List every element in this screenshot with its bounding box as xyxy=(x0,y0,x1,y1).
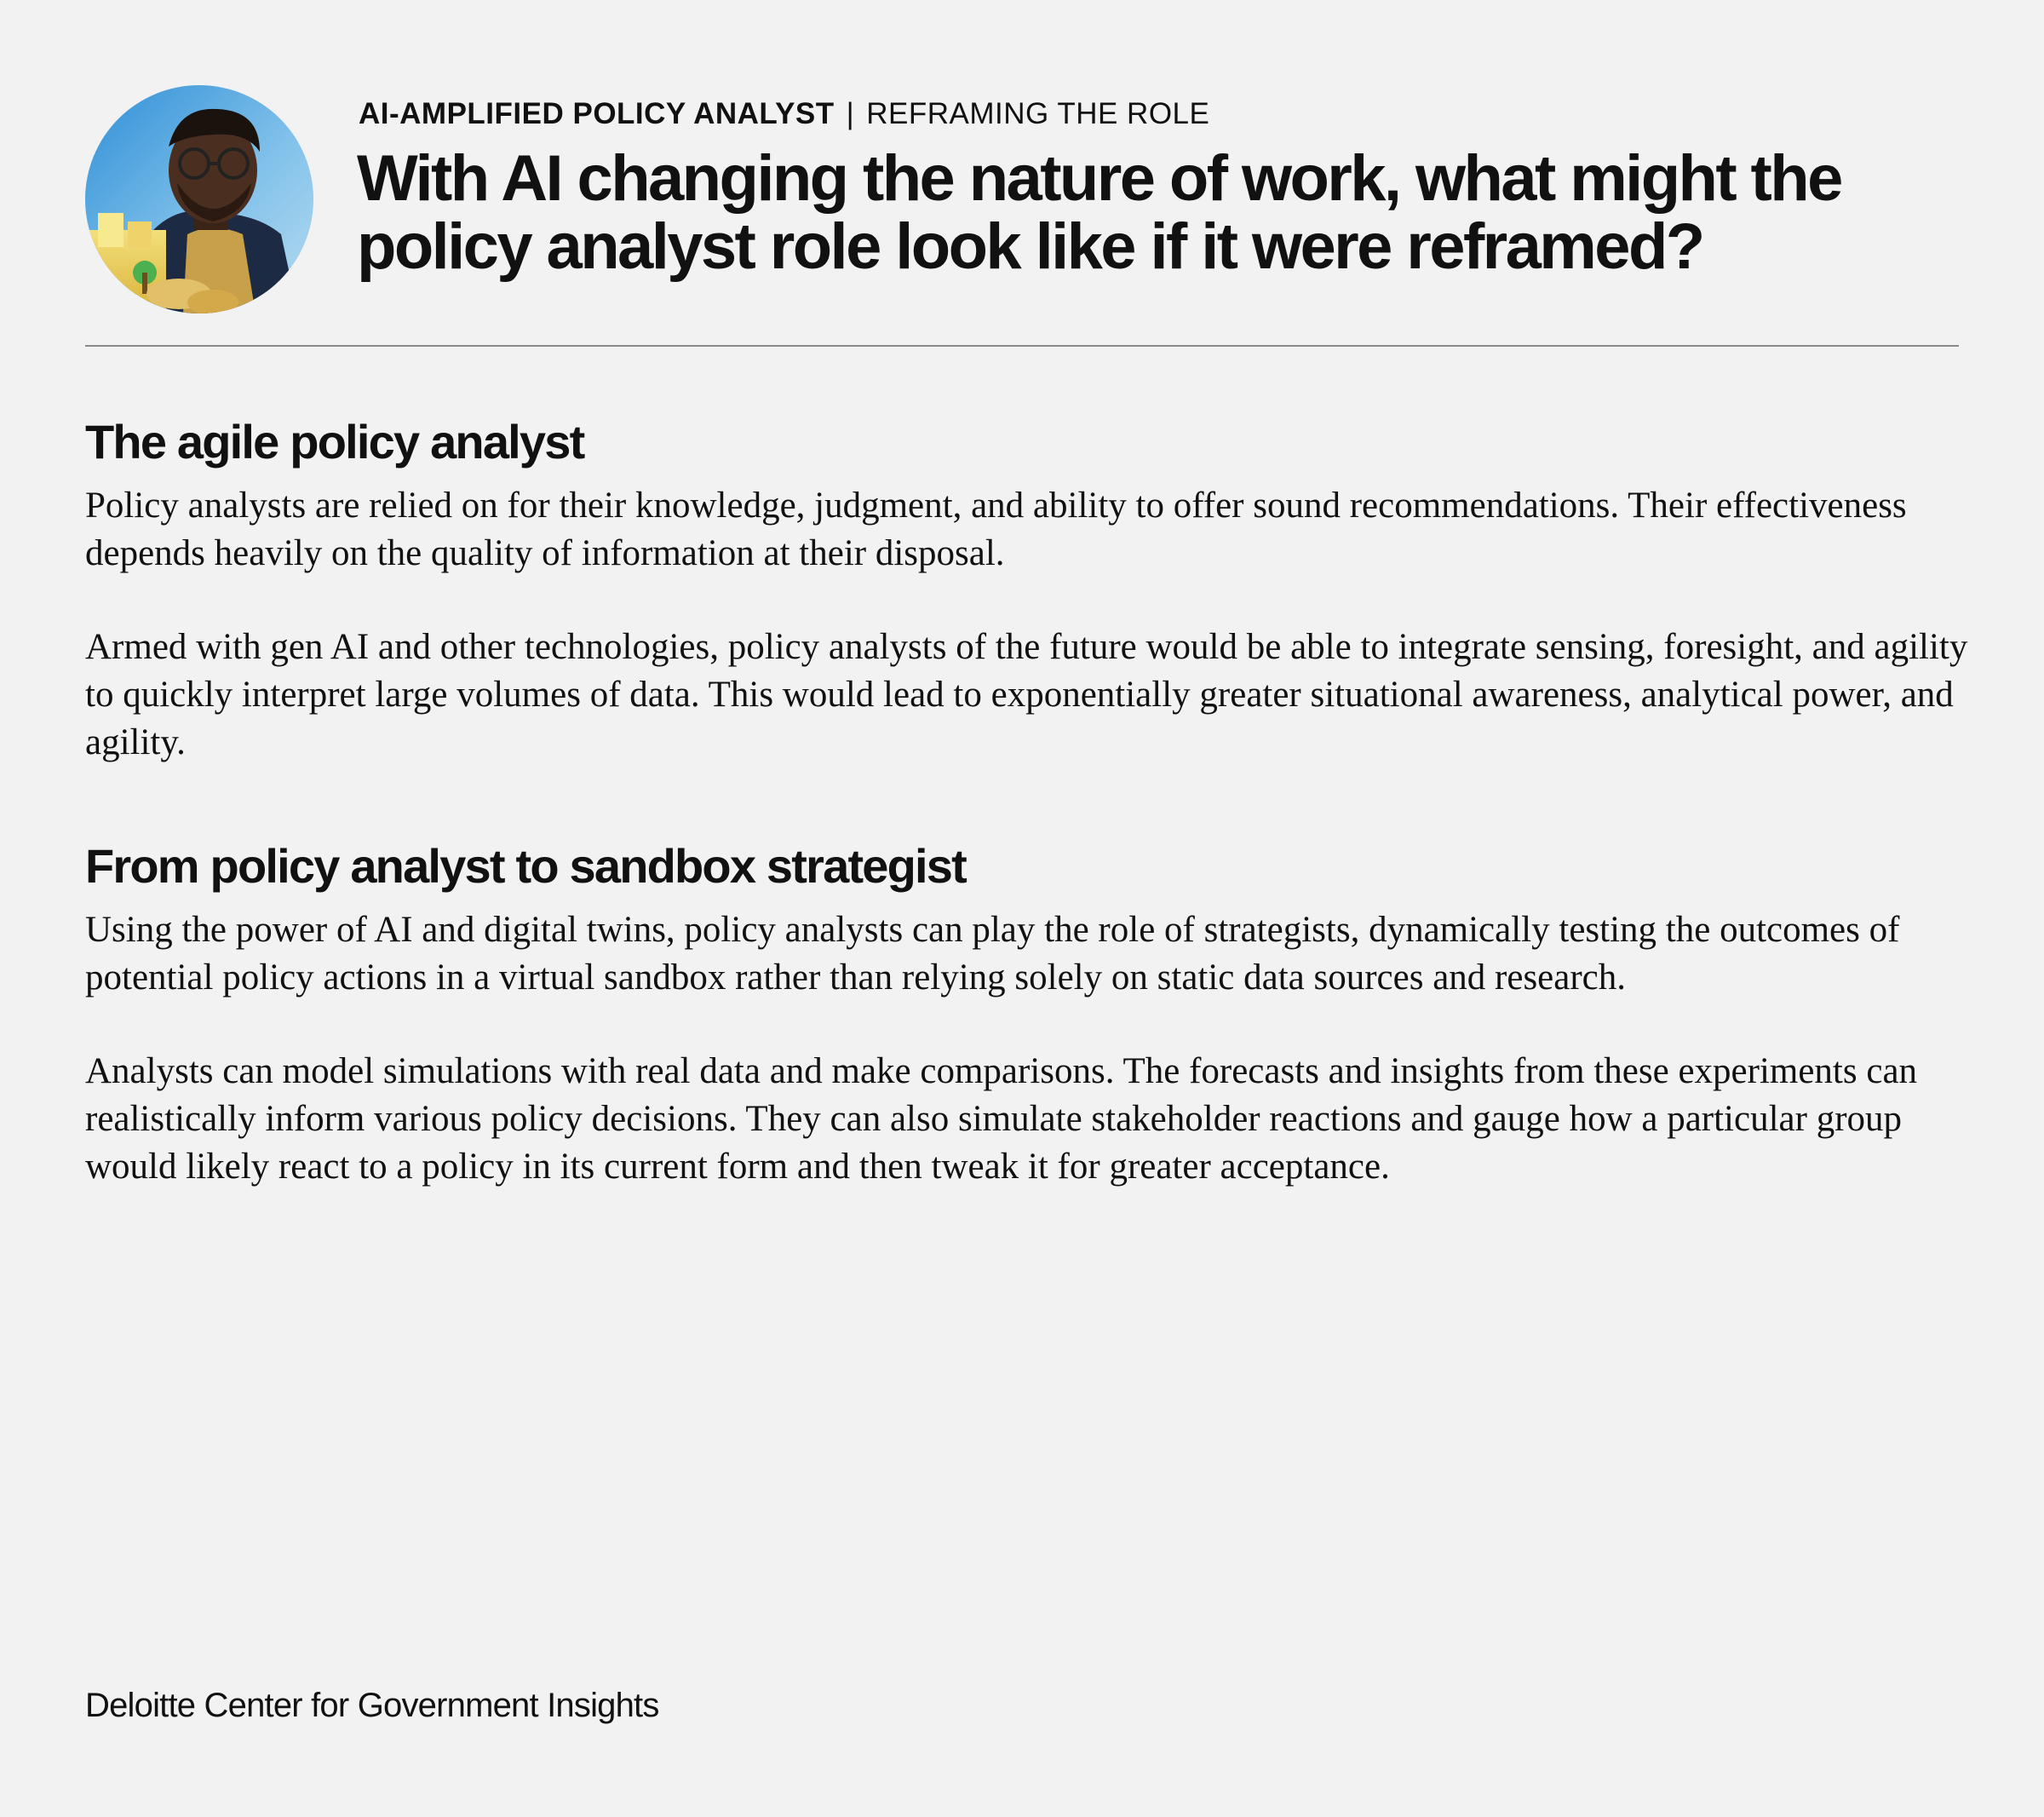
section-paragraph: Policy analysts are relied on for their knowledge, judgment, and ability to offer sound recommendations. Their effectiveness depends heavily on the quality of information at their disposal. xyxy=(85,486,1907,573)
header-divider xyxy=(85,345,1959,347)
eyebrow-topic: AI-AMPLIFIED POLICY ANALYST xyxy=(359,97,835,130)
section-agile-policy-analyst xyxy=(85,414,1976,767)
section-heading: From policy analyst to sandbox strategist xyxy=(85,839,967,893)
footer-source: Deloitte Center for Government Insights xyxy=(85,1687,659,1724)
analyst-portrait-illustration xyxy=(85,85,313,313)
header xyxy=(85,85,1959,315)
section-heading: The agile policy analyst xyxy=(85,415,584,469)
section-sandbox-strategist xyxy=(85,838,1976,1191)
section-paragraph: Analysts can model simulations with real data and make comparisons. The forecasts and insights from these experiments can realistically inform various policy decisions. They can also simulate stakeholder reactions and gauge how a particular group would likely react to a policy in its current form and then tweak it for greater acceptance. xyxy=(85,1051,1918,1187)
analyst-photo-avatar xyxy=(85,85,313,313)
section-paragraph: Armed with gen AI and other technologies, policy analysts of the future would be able to integrate sensing, foresight, and agility to quickly interpret large volumes of data. This would lead to exponentially greater situational awareness, analytical power, and agility. xyxy=(85,627,1968,762)
eyebrow-subtopic: REFRAMING THE ROLE xyxy=(866,97,1210,130)
page-title: With AI changing the nature of work, what might the policy analyst role look like if it were reframed? xyxy=(357,142,1841,283)
eyebrow-label xyxy=(359,97,1209,131)
section-paragraph: Using the power of AI and digital twins, policy analysts can play the role of strategists, dynamically testing the outcomes of potential policy actions in a virtual sandbox rather than relying solely on static data sources and research. xyxy=(85,910,1900,998)
eyebrow-separator: | xyxy=(846,97,855,130)
